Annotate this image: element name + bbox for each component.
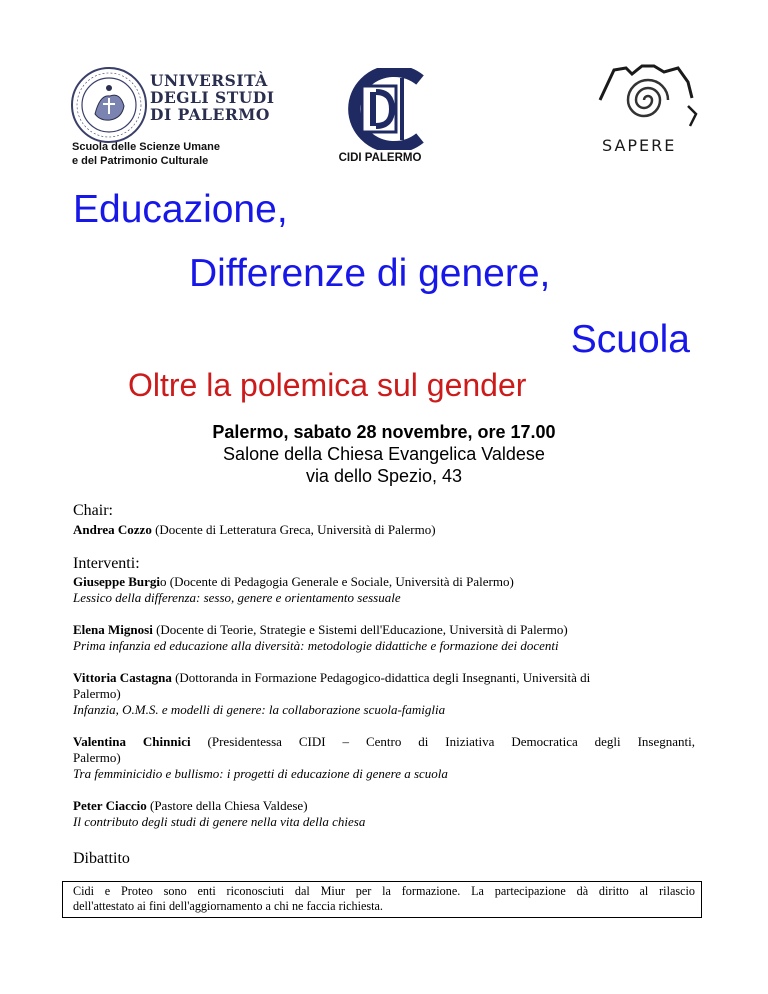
speaker-affiliation: (Docente di Teorie, Strategie e Sistemi dell'Educazione, Università di Palermo) (152, 622, 568, 637)
interventi-heading: Interventi: (73, 555, 140, 572)
notice-line-2: dell'attestato ai fini dell'aggiornamento a chi ne faccia richiesta. (73, 899, 383, 913)
talk-title: Il contributo degli studi di genere nella vita della chiesa (73, 814, 366, 829)
notice-line-1: Cidi e Proteo sono enti riconosciuti dal Miur per la formazione. La partecipazione dà diritto al rilascio (73, 884, 695, 898)
proteo-spiral-icon (592, 60, 702, 140)
event-date: Palermo, sabato 28 novembre, ore 17.00 (212, 422, 556, 442)
university-name-line2: DEGLI STUDI (150, 88, 275, 107)
speaker-affiliation: (Docente di Pedagogia Generale e Sociale, Università di Palermo) (166, 574, 514, 589)
proteo-logo (592, 60, 702, 164)
title-line-3: Scuola (570, 318, 690, 361)
speaker-affiliation: (Pastore della Chiesa Valdese) (146, 798, 308, 813)
speaker-name-rest: o (160, 574, 167, 589)
university-name-line1: UNIVERSITÀ (150, 71, 268, 90)
speaker-name: Elena Mignosi (73, 622, 153, 637)
speaker-entry (73, 670, 695, 718)
proteo-word: SAPERE (602, 136, 677, 155)
chair-entry (73, 522, 695, 538)
title-line-1: Educazione, (73, 188, 288, 231)
accreditation-notice (62, 881, 702, 918)
speaker-affiliation: (Presidentessa CIDI – Centro di Iniziativa Democratica degli Insegnanti, (190, 734, 695, 749)
talk-title: Infanzia, O.M.S. e modelli di genere: la collaborazione scuola-famiglia (73, 702, 446, 717)
talk-title: Tra femminicidio e bullismo: i progetti di educazione di genere a scuola (73, 766, 448, 781)
speaker-name: Valentina Chinnici (73, 734, 191, 749)
speaker-entry (73, 622, 695, 654)
university-school-line2: e del Patrimonio Culturale (72, 155, 209, 167)
event-address: via dello Spezio, 43 (305, 466, 463, 486)
speaker-affiliation: (Dottoranda in Formazione Pedagogico-didattica degli Insegnanti, Università di (171, 670, 591, 685)
university-seal-icon (70, 66, 148, 144)
university-school (72, 140, 220, 168)
university-name (150, 72, 274, 123)
cidi-emblem-icon (332, 68, 428, 150)
speaker-affiliation-cont: Palermo) (73, 750, 121, 765)
event-venue: Salone della Chiesa Evangelica Valdese (223, 444, 545, 464)
cidi-logo (320, 68, 440, 170)
chair-heading: Chair: (73, 502, 113, 519)
dibattito-heading: Dibattito (73, 850, 130, 867)
university-school-line1: Scuola delle Scienze Umane (72, 141, 220, 153)
title-line-2: Differenze di genere, (189, 252, 551, 295)
university-logo (70, 66, 275, 168)
subtitle: Oltre la polemica sul gender (128, 367, 527, 403)
speaker-entry (73, 798, 695, 830)
talk-title: Prima infanzia ed educazione alla diversità: metodologie didattiche e formazione dei docenti (73, 638, 559, 653)
talk-title: Lessico della differenza: sesso, genere e orientamento sessuale (73, 590, 401, 605)
speaker-entry (73, 734, 695, 782)
speaker-name: Peter Ciaccio (73, 798, 147, 813)
chair-affiliation: (Docente di Letteratura Greca, Università di Palermo) (151, 522, 436, 537)
speaker-affiliation-cont: Palermo) (73, 686, 121, 701)
speaker-entry (73, 574, 695, 606)
speaker-name: Giuseppe Burgi (73, 574, 161, 589)
university-name-line3: DI PALERMO (150, 105, 270, 124)
cidi-caption: CIDI PALERMO (338, 152, 422, 164)
speaker-name: Vittoria Castagna (73, 670, 172, 685)
chair-name: Andrea Cozzo (73, 522, 152, 537)
